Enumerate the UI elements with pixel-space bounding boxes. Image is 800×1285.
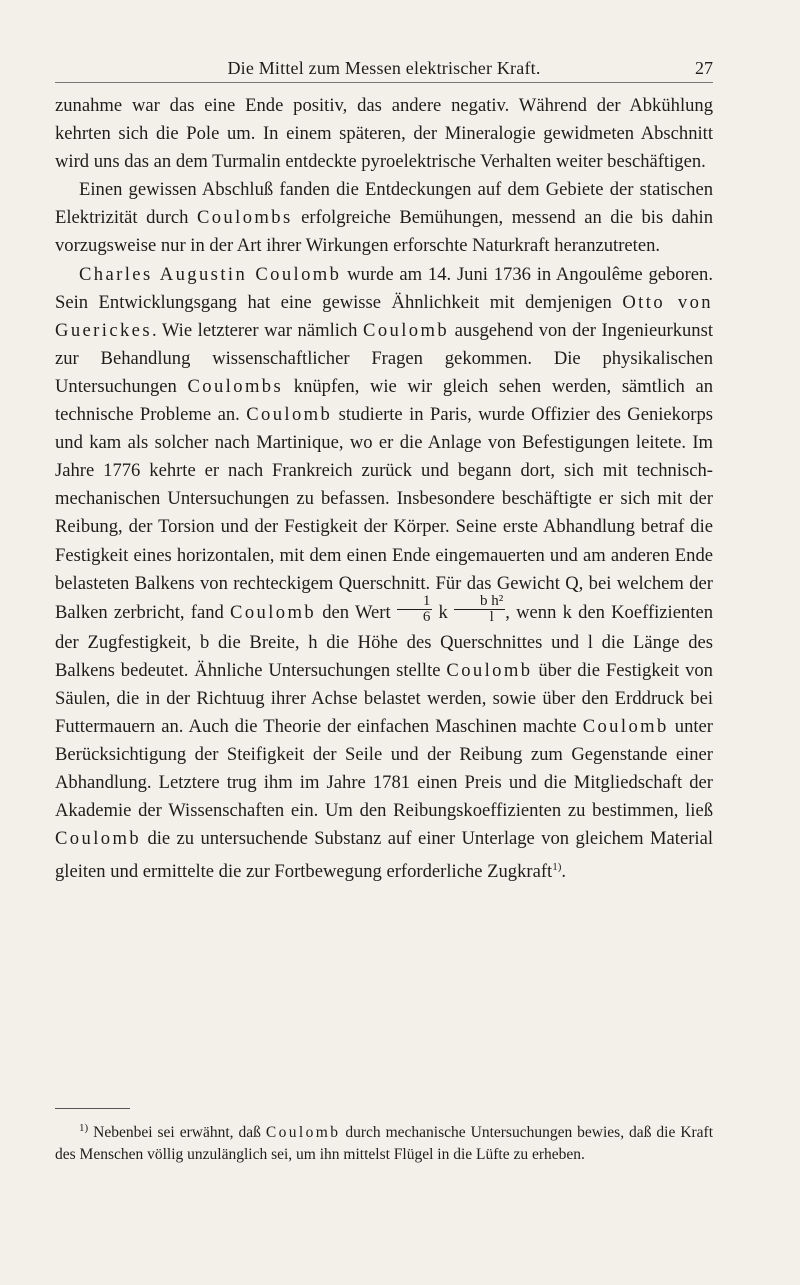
footnote	[55, 1117, 713, 1166]
footnote-mark: 1)	[79, 1122, 89, 1134]
footnote-divider	[55, 1108, 130, 1109]
paragraph-2-text-a: Einen gewissen Abschluß fanden die Entdeckungen auf dem Gebiete der statischen Elektrizität durch	[55, 179, 713, 229]
fraction-one-sixth	[397, 594, 433, 625]
text-run: knüpfen, wie wir gleich sehen werden, sämtlich an technische Probleme an.	[55, 375, 713, 426]
symbol-k: k	[438, 601, 448, 623]
text-run: über die Festigkeit von Säulen, die in der Richtuug ihrer Achse belastet werden, sowie über den Erddruck bei Futtermauern an. Auch die Theorie der einfachen Maschinen machte	[55, 659, 713, 737]
footnote-reference[interactable]: 1)	[552, 861, 562, 874]
text-run: Nebenbei sei erwähnt, daß	[93, 1124, 261, 1142]
spaced-name: Coulomb	[230, 601, 317, 623]
spaced-name: Coulomb	[363, 319, 450, 341]
fraction-numerator: 1	[397, 594, 433, 610]
text-run: ausgehend von der Ingenieurkunst zur Behandlung wissenschaftlicher Fragen gekommen. Die physikalischen Untersuchungen	[55, 319, 714, 397]
paragraph-2-text-b: erfolgreiche Bemühungen, messend an die bis dahin vorzugsweise nur in der Art ihrer Wirkungen erforschte Naturkraft heranzutreten.	[55, 207, 713, 257]
text-run: wurde am 14. Juni 1736 in Angoulême geboren. Sein Entwicklungsgang hat eine gewisse Ähnlichkeit mit demjenigen	[55, 263, 713, 313]
text-run: . Wie letzterer war nämlich	[151, 319, 358, 341]
spaced-name: Coulomb	[582, 715, 669, 737]
spaced-name: Otto von Guerickes	[55, 291, 714, 341]
paragraph-3	[55, 261, 713, 887]
paragraph-2	[55, 176, 713, 260]
text-run: , wenn k den Koeffizienten der Zugfestigkeit, b die Breite, h die Höhe des Querschnittes und l die Länge des Balkens bedeutet. Ähnliche Untersuchungen stellte	[55, 601, 713, 681]
spaced-name: Coulomb	[246, 404, 333, 426]
footnote-text	[55, 1117, 713, 1166]
text-run: durch mechanische Untersuchungen bewies, daß die Kraft des Menschen völlig unzulänglich sei, um ihn mittelst Flügel in die Lüfte zu erheben.	[55, 1124, 714, 1164]
running-header	[55, 58, 713, 83]
fraction-bh2-over-l	[454, 594, 505, 625]
fraction-denominator: l	[489, 608, 494, 625]
fraction-denominator: 6	[422, 608, 431, 625]
spaced-name: Coulomb	[446, 659, 533, 681]
text-run: unter Berücksichtigung der Steifigkeit der Seile und der Reibung zum Gegenstande einer Abhandlung. Letztere trug ihm im Jahre 1781 einen Preis und die Mitgliedschaft der Akademie der Wissenschaften ein. Um den Reibungskoeffizienten zu bestimmen, ließ	[55, 715, 714, 822]
body-text	[55, 92, 713, 887]
text-run: .	[561, 861, 567, 883]
text-run: die zu untersuchende Substanz auf einer Unterlage von gleichem Material gleiten und ermittelte die zur Fortbewegung erforderliche Zugkraft	[55, 828, 713, 883]
paragraph-1: zunahme war das eine Ende positiv, das andere negativ. Während der Abkühlung kehrten sich die Pole um. In einem späteren, der Mineralogie gewidmeten Abschnitt wird uns das an dem Turmalin entdeckte pyroelektrische Verhalten weiter beschäftigen.	[55, 95, 713, 173]
text-run: studierte in Paris, wurde Offizier des Geniekorps und kam als solcher nach Martinique, wo er die Anlage von Befestigungen leitete. Im Jahre 1776 kehrte er nach Frankreich zurück und begann dort, sich mit technisch-mechanischen Untersuchungen zu befassen. Insbesondere beschäftigte er sich mit der Reibung, der Torsion und der Festigkeit der Körper. Seine erste Abhandlung betraf die Festigkeit eines horizontalen, mit dem einen Ende eingemauerten und am anderen Ende belasteten Balkens von rechteckigem Querschnitt. Für das Gewicht Q, bei welchem der Balken zerbricht, fand	[55, 404, 713, 623]
spaced-name: Coulombs	[187, 375, 284, 397]
running-title: Die Mittel zum Messen elektrischer Kraft.	[227, 58, 541, 78]
page-number: 27	[695, 58, 713, 78]
spaced-name: Coulomb	[265, 1124, 341, 1142]
spaced-name: Coulomb	[55, 828, 142, 850]
spaced-name: Coulombs	[196, 207, 293, 229]
text-run: den Wert	[322, 601, 391, 623]
fraction-numerator: b h²	[454, 594, 505, 610]
spaced-name: Charles Augustin Coulomb	[79, 263, 342, 285]
